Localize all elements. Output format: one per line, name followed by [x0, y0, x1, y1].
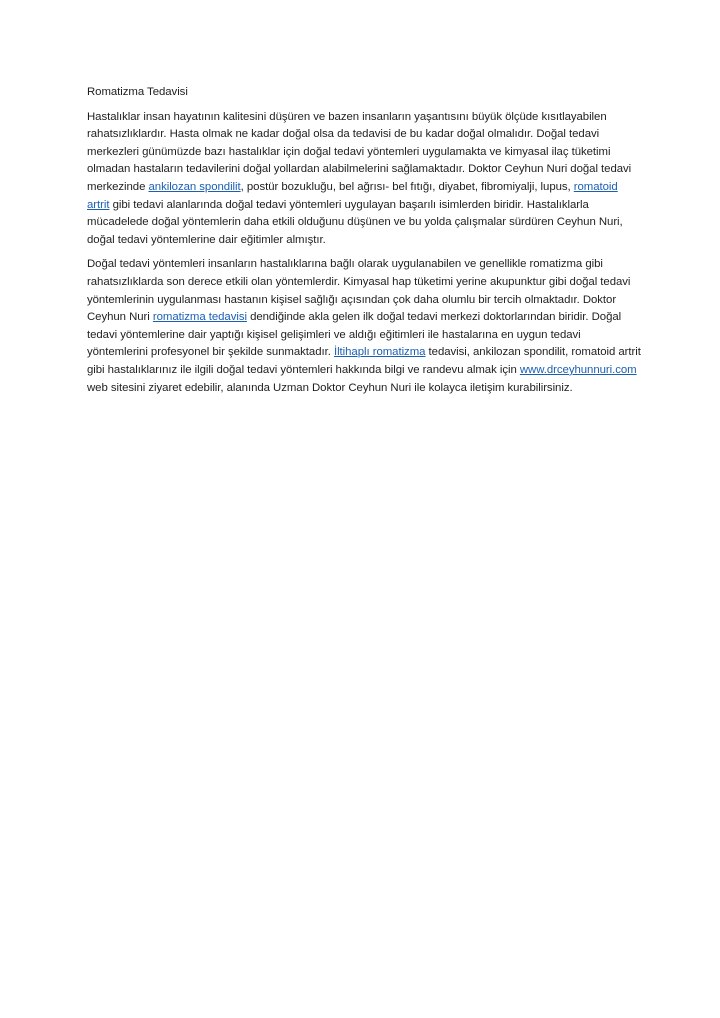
link-ankilozan-spondilit[interactable]: ankilozan spondilit [148, 180, 241, 193]
paragraph-1-text-1: Hastalıklar insan hayatının kalitesini düşüren ve bazen insanların yaşantısını büyük ölçüde kısıtlayabilen rahatsızlıklardır. Hasta olmak ne kadar doğal olsa da tedavisi de bu kadar doğal olmalıdır. Doğal tedavi merkezleri günümüzde bazı hastalıklar için doğal tedavi yöntemleri uygulamakta ve kimyasal ilaç tüketimi olmadan hastaların tedavilerini doğal yollardan alabilmelerini sağlamaktadır. Doktor Ceyhun Nuri doğal tedavi merkezinde [87, 110, 632, 193]
paragraph-2-text-1: Doğal tedavi yöntemleri insanların hastalıklarına bağlı olarak uygulanabilen ve genellikle romatizma gibi rahatsızlıklarda son derece etkili olan yöntemlerdir. Kimyasal hap tüketimi yerine akupunktur gibi doğal tedavi yöntemlerinin uygulanması hastanın kişisel sağlığı açısından çok daha olumlu bir tercih olmaktadır. Doktor Ceyhun Nuri [87, 258, 631, 324]
paragraph-2-text-4: web sitesini ziyaret edebilir, alanında Uzman Doktor Ceyhun Nuri ile kolayca iletişim kurabilirsiniz. [87, 381, 573, 394]
paragraph-2 [87, 256, 643, 397]
document-body [87, 84, 643, 404]
link-romatizma-tedavisi[interactable]: romatizma tedavisi [152, 311, 247, 324]
link-romatoid-artrit[interactable]: romatoid artrit [87, 180, 618, 211]
link-iltihapli-romatizma[interactable]: İltihaplı romatizma [333, 346, 426, 359]
paragraph-1 [87, 109, 643, 250]
paragraph-1-text-2: , postür bozukluğu, bel ağrısı- bel fıtığı, diyabet, fibromiyalji, lupus, [240, 180, 574, 193]
paragraph-2-text-3: tedavisi, ankilozan spondilit, romatoid artrit gibi hastalıklarınız ile ilgili doğal tedavi yöntemleri hakkında bilgi ve randevu almak için [87, 346, 641, 376]
paragraph-1-text-3: gibi tedavi alanlarında doğal tedavi yöntemleri uygulayan başarılı isimlerden biridir. Hastalıklarla mücadelede doğal yöntemlerin daha etkili olduğunu düşünen ve bu yolda çalışmalar sürdüren Ceyhun Nuri, doğal tedavi yöntemlerine dair eğitimler almıştır. [87, 198, 623, 246]
link-website[interactable]: www.drceyhunnuri.com [519, 363, 637, 376]
document-title: Romatizma Tedavisi [87, 86, 188, 98]
paragraph-2-text-2: dendiğinde akla gelen ilk doğal tedavi merkezi doktorlarından biridir. Doğal tedavi yöntemlerine dair yaptığı kişisel gelişimleri ve aldığı eğitimleri ile hastalarına en uygun tedavi yöntemlerini profesyonel bir şekilde sunmaktadır. [87, 311, 622, 359]
